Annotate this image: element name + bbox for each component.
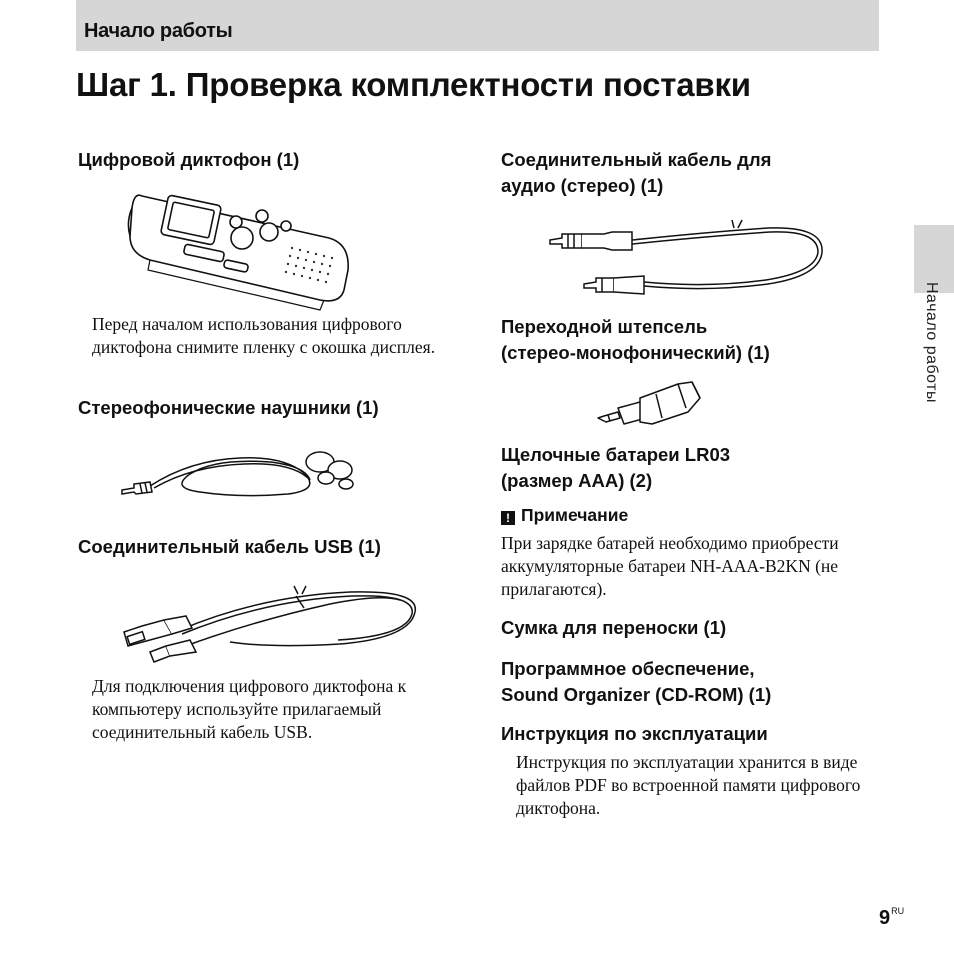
plug-adaptor-heading-line1: Переходной штепсель	[501, 316, 708, 337]
batteries-heading	[501, 442, 730, 494]
instructions-text: Инструкция по эксплуатации хранится в виде файлов PDF во встроенной памяти цифрового диктофона.	[516, 752, 861, 818]
software-heading	[501, 656, 771, 708]
usb-cable-illustration	[120, 582, 430, 670]
batteries-heading-line1: Щелочные батареи LR03	[501, 444, 731, 465]
recorder-note-text: Перед началом использования цифрового диктофона снимите пленку с окошка дисплея.	[92, 314, 436, 357]
audio-cable-heading-line1: Соединительный кабель для	[501, 149, 772, 170]
page-number-suffix: RU	[891, 906, 905, 916]
page-title: Шаг 1. Проверка комплектности поставки	[76, 66, 751, 103]
plug-adaptor-heading	[501, 314, 770, 366]
audio-cable-illustration	[548, 218, 832, 302]
page-number	[879, 906, 904, 930]
note-title	[501, 505, 628, 526]
usb-cable-heading: Соединительный кабель USB (1)	[78, 536, 381, 557]
software-heading-line2: Sound Organizer (CD-ROM) (1)	[501, 684, 772, 705]
note-icon: !	[501, 511, 515, 525]
software-heading-line1: Программное обеспечение,	[501, 658, 755, 679]
section-header-bar	[76, 0, 879, 51]
audio-cable-heading-line2: аудио (стерео) (1)	[501, 175, 664, 196]
headphones-heading: Стереофонические наушники (1)	[78, 397, 379, 418]
section-label: Начало работы	[84, 20, 233, 42]
carrying-pouch-heading: Сумка для переноски (1)	[501, 617, 727, 638]
page-number-value: 9	[879, 907, 891, 929]
recorder-heading: Цифровой диктофон (1)	[78, 149, 300, 170]
usb-note-text: Для подключения цифрового диктофона к компьютеру используйте прилагаемый соединительный кабель USB.	[92, 676, 407, 742]
note-title-text: Примечание	[521, 505, 629, 525]
plug-adaptor-illustration	[596, 378, 702, 430]
batteries-heading-line2: (размер AAA) (2)	[501, 470, 653, 491]
plug-adaptor-heading-line2: (стерео-монофонический) (1)	[501, 342, 770, 363]
recorder-illustration	[124, 186, 356, 308]
side-tab-label: Начало работы	[923, 282, 940, 404]
note-text: При зарядке батарей необходимо приобрести аккумуляторные батареи NH-AAA-B2KN (не прилагаются).	[501, 533, 839, 599]
audio-cable-heading	[501, 147, 771, 199]
instructions-heading: Инструкция по эксплуатации	[501, 723, 768, 744]
headphones-illustration	[120, 440, 355, 502]
